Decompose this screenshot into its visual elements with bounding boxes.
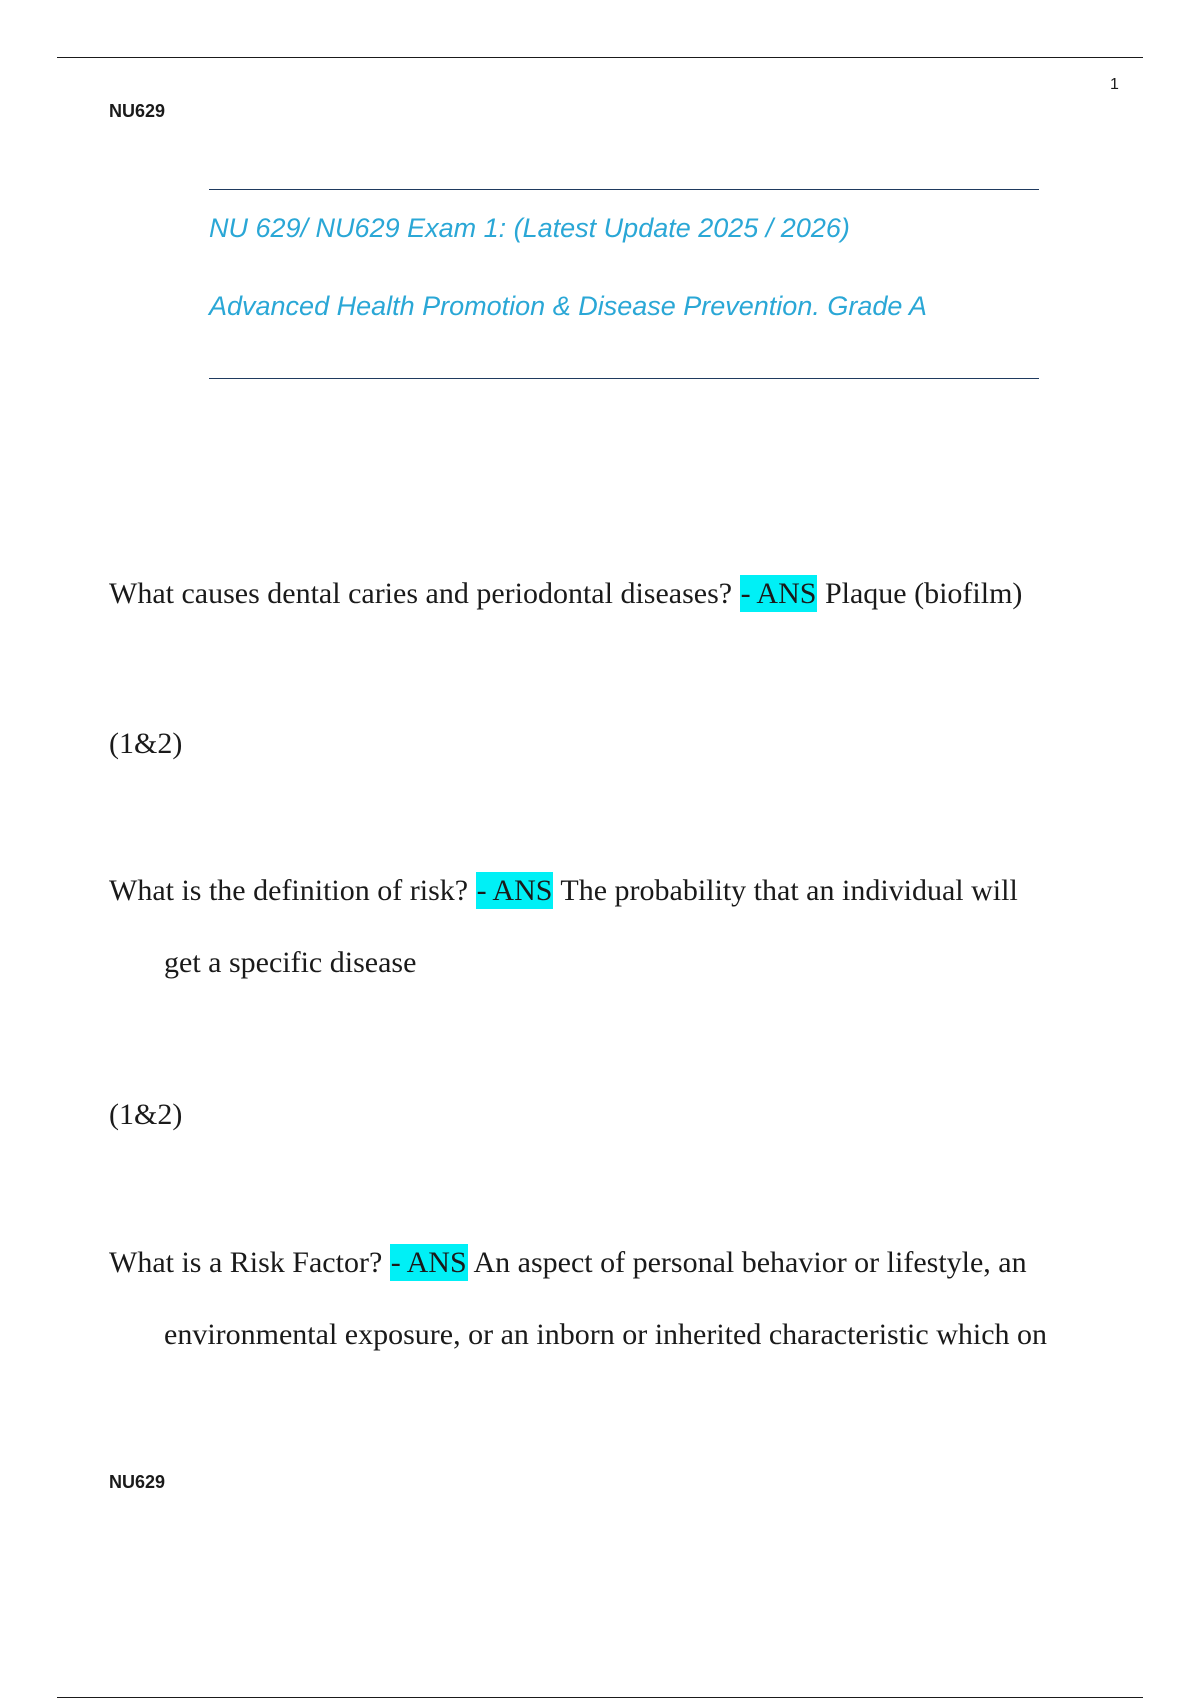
answer-text: An aspect of personal behavior or lifestyle, an <box>467 1246 1027 1279</box>
qa-item <box>109 876 1149 978</box>
page-top-rule <box>57 57 1143 58</box>
ans-highlight: - ANS <box>476 874 553 907</box>
title-top-rule <box>209 189 1039 190</box>
answer-text: Plaque (biofilm) <box>817 577 1023 610</box>
question-text: What is the definition of risk? <box>109 874 476 907</box>
ans-highlight: - ANS <box>390 1246 467 1279</box>
question-text: What is a Risk Factor? <box>109 1246 390 1279</box>
qa-item <box>109 579 1149 609</box>
title-block <box>209 189 1039 379</box>
reference-label: (1&2) <box>109 1098 183 1131</box>
qa-item <box>109 1248 1149 1350</box>
ans-highlight: - ANS <box>740 577 817 610</box>
reference-label: (1&2) <box>109 727 183 760</box>
question-text: What causes dental caries and periodontal diseases? <box>109 577 740 610</box>
title-bottom-rule <box>209 378 1039 379</box>
page-number: 1 <box>1110 76 1119 93</box>
page-bottom-rule <box>57 1697 1143 1698</box>
answer-text: The probability that an individual will <box>553 874 1018 907</box>
running-header: NU629 <box>109 101 166 121</box>
answer-continuation: get a specific disease <box>164 946 417 979</box>
running-footer: NU629 <box>109 1472 166 1492</box>
answer-continuation: environmental exposure, or an inborn or inherited characteristic which on <box>164 1318 1048 1351</box>
document-subtitle: Advanced Health Promotion & Disease Prevention. Grade A <box>209 291 927 321</box>
document-title: NU 629/ NU629 Exam 1: (Latest Update 2025 / 2026) <box>209 213 850 243</box>
